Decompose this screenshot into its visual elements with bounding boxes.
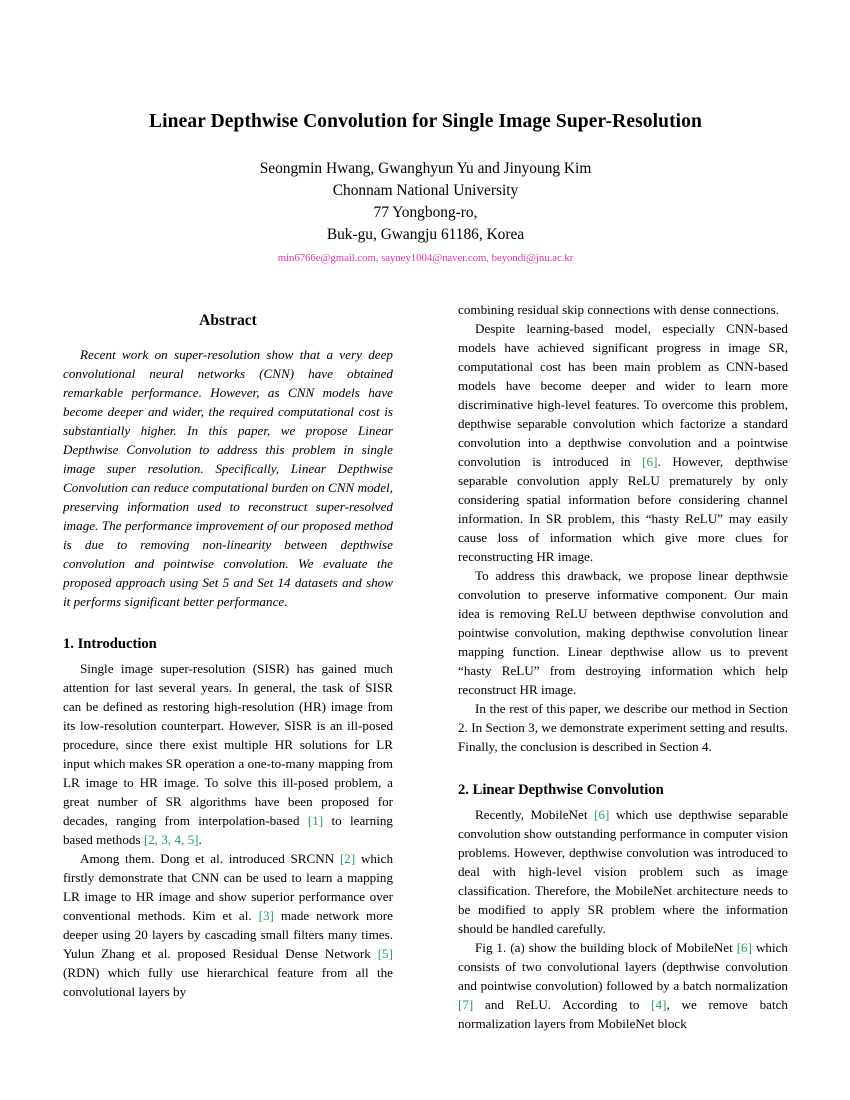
intro-p1-text-b: to learning based methods — [63, 813, 393, 848]
intro-p3-text-b: . However, depthwise separable convolution apply ReLU prematurely by only considering spatial information before considering channel information. In SR problem, this “hasty ReLU” may easily cause loss of information which give more clues for reconstructing HR image. — [458, 454, 788, 564]
intro-paragraph-5: In the rest of this paper, we describe our method in Section 2. In Section 3, we demonstrate experiment setting and results. Finally, the conclusion is described in Section 4. — [458, 701, 788, 754]
citation-link-2[interactable]: [2] — [339, 851, 356, 867]
s2-p2-text-b: which consists of two convolutional layers (depthwise convolution and pointwise convolution) followed by a batch normalization — [458, 939, 788, 993]
intro-p2-text-d: (RDN) which fully use hierarchical feature from all the convolutional layers by — [63, 965, 393, 1000]
intro-p2-text-a: Among them. Dong et al. introduced SRCNN — [80, 851, 340, 867]
affiliation: Chonnam National University — [332, 182, 519, 200]
intro-paragraph-1 — [63, 659, 393, 849]
intro-p2-text-c: made network more deeper using 20 layers by cascading small filters many times. Yulun Zhang et al. proposed Residual Dense Network — [63, 908, 393, 962]
s2-p1-text-a: Recently, MobileNet — [475, 806, 595, 822]
s2-p2-text-a: Fig 1. (a) show the building block of MobileNet — [475, 939, 737, 955]
intro-paragraph-2 — [63, 849, 393, 1001]
citation-link-4[interactable]: [4] — [651, 996, 667, 1012]
title-block — [63, 110, 788, 266]
intro-p1-text-c: . — [198, 832, 202, 848]
citation-link-5[interactable]: [5] — [377, 946, 393, 962]
citation-link-3[interactable]: [3] — [258, 908, 274, 924]
address-line-1: 77 Yongbong-ro, — [373, 204, 478, 222]
author-names: Seongmin Hwang, Gwanghyun Yu and Jinyoung Kim — [259, 160, 592, 178]
page-title: Linear Depthwise Convolution for Single Image Super-Resolution — [149, 111, 702, 132]
section-heading-introduction: 1. Introduction — [63, 636, 157, 653]
citation-link-6a[interactable]: [6] — [642, 454, 658, 469]
s2-p1-text-b: which use depthwise separable convolution show outstanding performance in computer vision problems. However, depthwise convolution was introduced to deal with high-level vision problem such as image classification. Therefore, the MobileNet architecture needs to be modified to apply SR problem where the information should be handled carefully. — [458, 806, 788, 936]
intro-paragraph-4: To address this drawback, we propose linear depthwsie convolution to preserve informative component. Our main idea is removing ReLU between depthwise convolution and pointwise convolution, making depthwise convolution linear mapping function. Linear depthwise allow us to prevent “hasty ReLU” from destroying information which help reconstruct HR image. — [458, 568, 788, 697]
s2-p2-text-d: , we remove batch normalization layers from MobileNet block — [458, 996, 788, 1031]
author-emails[interactable]: min6766e@gmail.com, sayney1004@naver.com, beyondi@jnu.ac.kr — [277, 251, 574, 264]
left-column — [63, 300, 393, 1001]
intro-p3-text-a: Despite learning-based model, especially CNN-based models have achieved significant progress in image SR, computational cost has been main problem as CNN-based models have become deeper and wider to learn more discriminative high-level features. To overcome this problem, depthwise separable convolution which factorize a standard convolution into a depthwise convolution and a pointwise convolution is introduced in — [458, 321, 788, 469]
section2-paragraph-2 — [458, 938, 788, 1033]
author-block — [63, 158, 788, 246]
intro-p1-text-a: Single image super-resolution (SISR) has gained much attention for last several years. In general, the task of SISR can be defined as restoring high-resolution (HR) image from its low-resolution counterpart. However, SISR is an ill-posed procedure, since there exist multiple HR solutions for LR input which makes SR operation a one-to-many mapping from LR image to HR image. To solve this ill-posed problem, a great number of SR algorithms have been proposed for decades, ranging from interpolation-based — [63, 661, 393, 829]
citation-link-7[interactable]: [7] — [458, 996, 474, 1012]
citation-link-1[interactable]: [1] — [307, 813, 324, 829]
right-column — [458, 300, 788, 1033]
abstract-heading: Abstract — [199, 312, 257, 329]
intro-p2-text-b: which firstly demonstrate that CNN can be used to learn a mapping LR image to HR image and show superior performance over conventional methods. Kim et al. — [63, 851, 394, 924]
citation-link-2345[interactable]: [2, 3, 4, 5] — [143, 832, 199, 848]
s2-p2-text-c: and ReLU. According to — [473, 996, 652, 1012]
section2-paragraph-1 — [458, 805, 788, 938]
intro-paragraph-2-continued: combining residual skip connections with dense connections. — [458, 302, 779, 317]
address-line-2: Buk-gu, Gwangju 61186, Korea — [326, 226, 525, 243]
section-heading-linear-depthwise-convolution: 2. Linear Depthwise Convolution — [458, 782, 664, 798]
body-columns — [63, 300, 788, 1031]
abstract-text: Recent work on super-resolution show that a very deep convolutional neural networks (CNN) have obtained remarkable performance. However, as CNN models have become deeper and wider, the required computational cost is substantially higher. In this paper, we propose Linear Depthwise Convolution to address this problem in single image super resolution. Specifically, Linear Depthwise Convolution can reduce computational burden on CNN model, preserving information used to reconstruct super-resolved image. The performance improvement of our proposed method is due to removing non-linearity between depthwise convolution and pointwise convolution. We evaluate the proposed approach using Set 5 and Set 14 datasets and show it performs significant better performance. — [63, 346, 393, 610]
citation-link-6c[interactable]: [6] — [736, 939, 752, 955]
citation-link-6b[interactable]: [6] — [594, 806, 610, 822]
intro-paragraph-3 — [458, 319, 788, 566]
